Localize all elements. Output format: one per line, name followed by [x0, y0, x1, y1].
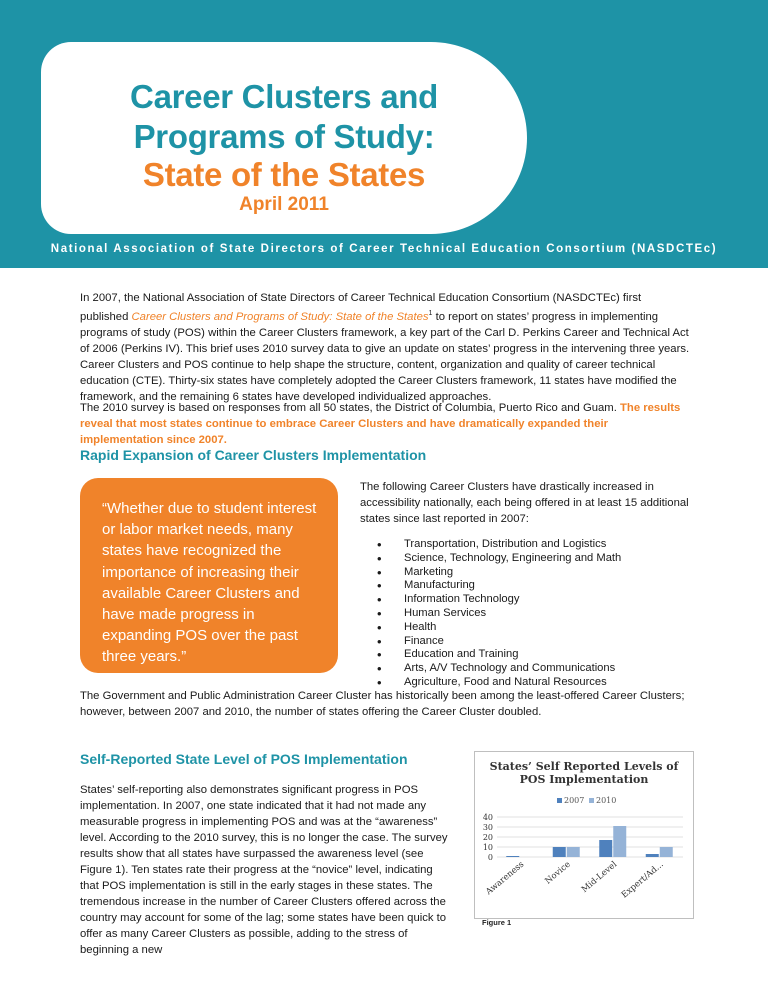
publication-date: April 2011 — [239, 194, 329, 215]
list-item: • Arts, A/V Technology and Communications — [374, 662, 621, 676]
legend-label: 2007 — [564, 796, 585, 805]
y-tick-label: 10 — [482, 843, 493, 852]
chart-bar — [646, 854, 659, 857]
list-item: • Agriculture, Food and Natural Resources — [374, 676, 621, 690]
chart-bar — [506, 856, 519, 857]
y-tick-label: 30 — [482, 823, 493, 832]
intro-paragraph — [80, 290, 692, 405]
pull-quote-box — [80, 478, 338, 673]
chart-bar — [613, 826, 626, 857]
list-item: • Marketing — [374, 566, 621, 580]
chart-bar — [599, 840, 612, 857]
x-category-label: Awareness — [484, 859, 527, 898]
x-category-label: Expert/Ad... — [619, 859, 666, 901]
intro-text-a: In 2007, the National Association of State Directors of Career Technical Education Consortium (NASDCTEc) first published — [80, 292, 642, 323]
list-item: • Manufacturing — [374, 579, 621, 593]
self-reported-paragraph: States’ self-reporting also demonstrates significant progress in POS implementation. In 2007, one state indicated that it had not made any measurable progress in implementing POS and was at the “awareness” level. According to the 2010 survey, this is no longer the case. The survey results show that all states have surpassed the awareness level (see Figure 1). Ten states rate their progress at the “novice” level, indicating that POS implementation is still in the early stages in these states. The tremendous increase in the number of Career Clusters offered across the country may account for some of the lag; some states have been quick to offer as many Career Clusters as possible, adding to the stress of beginning a new — [80, 784, 448, 956]
title-line-2: Programs of Study: — [133, 118, 435, 155]
bar-chart — [475, 752, 693, 918]
intro-text-b: to report on states’ progress in implementing programs of study (POS) within the Career Clusters framework, a key part of the Carl D. Perkins Career and Technical Act of 2006 (Perkins IV). This brief uses 2010 survey data to give an update on states’ progress in the intervening three years. Career Clusters and POS continue to help shape the structure, content, organization and quality of career technical education (CTE). Thirty-six states have completely adopted the Career Clusters framework, 11 states have modified the framework, and the remaining 6 states have developed individualized approaches. — [80, 310, 690, 403]
list-item: • Health — [374, 621, 621, 635]
x-category-label: Mid-Level — [579, 859, 620, 895]
chart-bar — [553, 847, 566, 857]
chart-bar — [660, 847, 673, 857]
y-tick-label: 20 — [482, 833, 493, 842]
section-heading-rapid-expansion: Rapid Expansion of Career Clusters Implementation — [80, 447, 427, 463]
title-card — [41, 42, 527, 234]
survey-text: The 2010 survey is based on responses from all 50 states, the District of Columbia, Puerto Rico and Guam. — [80, 402, 621, 414]
y-tick-label: 40 — [482, 813, 493, 822]
footnote-mark: 1 — [428, 310, 433, 317]
legend-swatch — [589, 798, 594, 803]
cluster-list — [374, 538, 621, 690]
list-item: • Information Technology — [374, 593, 621, 607]
chart-gridlines — [497, 817, 683, 857]
x-axis-categories — [483, 859, 665, 900]
list-item: • Human Services — [374, 607, 621, 621]
figure-caption: Figure 1 — [482, 918, 512, 927]
title-line-1: Career Clusters and — [130, 78, 438, 115]
y-axis-ticks — [483, 813, 493, 862]
list-item: • Education and Training — [374, 648, 621, 662]
section-heading-self-reported: Self-Reported State Level of POS Implementation — [80, 751, 408, 767]
list-item: • Transportation, Distribution and Logistics — [374, 538, 621, 552]
source-title: Career Clusters and Programs of Study: State of the States — [131, 310, 429, 323]
chart-title-line-1: States’ Self Reported Levels of — [489, 760, 679, 773]
legend-label: 2010 — [596, 796, 617, 805]
chart-legend — [557, 796, 616, 805]
legend-swatch — [557, 798, 562, 803]
chart-title-line-2: POS Implementation — [519, 773, 649, 786]
survey-paragraph — [80, 400, 692, 448]
y-tick-label: 0 — [487, 853, 493, 862]
chart-bars — [506, 826, 673, 857]
chart-figure-1 — [474, 751, 694, 919]
chart-bar — [567, 847, 580, 857]
list-item: • Finance — [374, 635, 621, 649]
title-line-3: State of the States — [142, 156, 426, 193]
government-paragraph: The Government and Public Administration Career Cluster has historically been among the least-offered Career Clusters; however, between 2007 and 2010, the number of states offering the Career Cluster doubled. — [80, 690, 685, 718]
survey-highlight: The results reveal that most states continue to embrace Career Clusters and have dramatically expanded their implementation since 2007. — [80, 402, 681, 446]
clusters-intro: The following Career Clusters have drastically increased in accessibility nationally, each being offered in at least 15 additional states since last reported in 2007: — [360, 481, 689, 525]
list-item: • Science, Technology, Engineering and Math — [374, 552, 621, 566]
pull-quote: “Whether due to student interest or labor market needs, many states have recognized the importance of increasing their available Career Clusters and have made progress in expanding POS over the past three years.” — [102, 500, 317, 666]
x-category-label: Novice — [543, 859, 573, 887]
org-banner: National Association of State Directors of Career Technical Education Consortium (NASDCTEc) — [50, 243, 718, 255]
